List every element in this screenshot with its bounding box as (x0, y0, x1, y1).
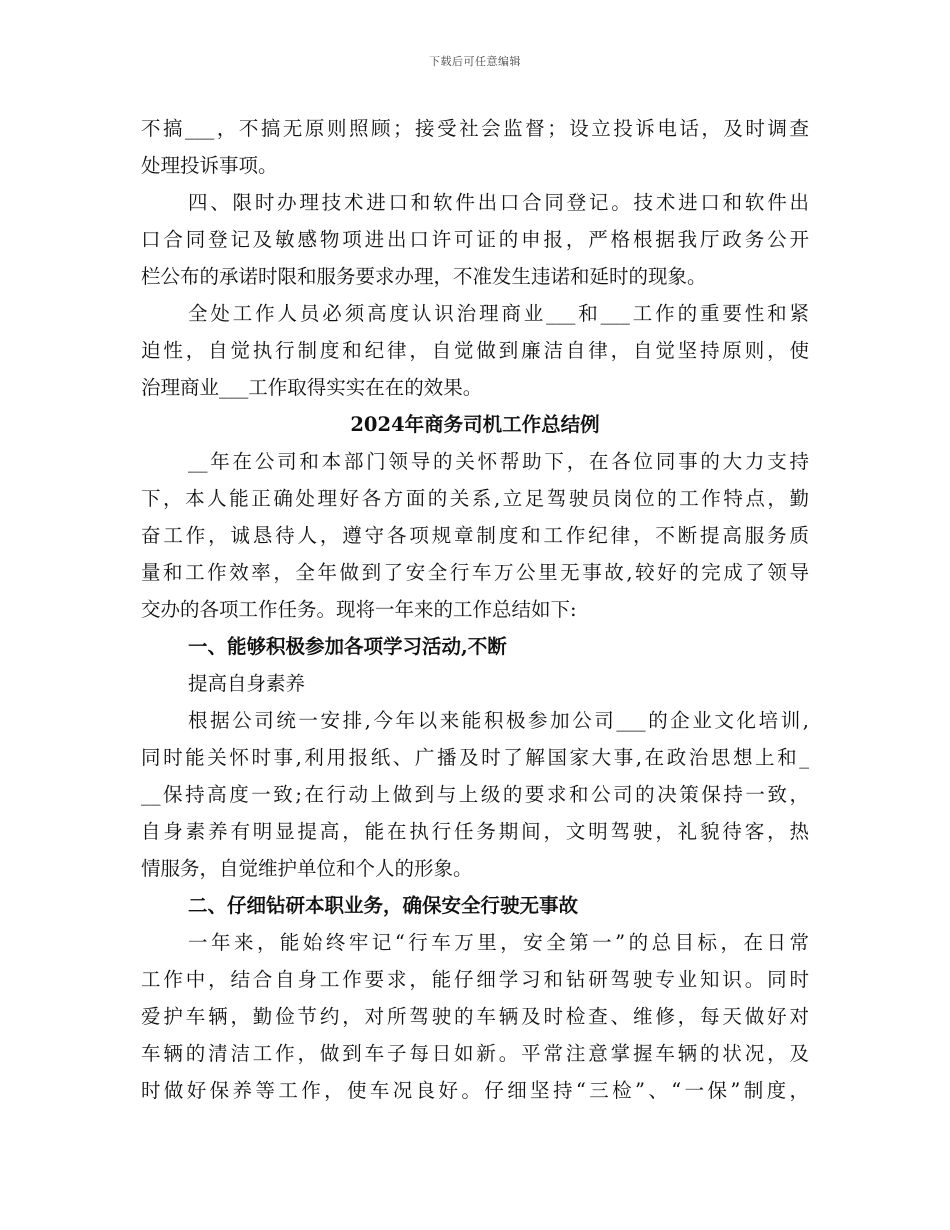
text-line: 根据公司统一安排,今年以来能积极参加公司___的企业文化培训, (188, 709, 809, 732)
text-line: 四、限时办理技术进口和软件出口合同登记。技术进口和软件出 (188, 191, 809, 214)
text-line: 全处工作人员必须高度认识治理商业___和___工作的重要性和紧 (188, 302, 809, 325)
text-line: 情服务，自觉维护单位和个人的形象。 (141, 857, 473, 880)
paragraph (141, 665, 809, 702)
paragraph (141, 702, 809, 887)
text-line: 车辆的清洁工作，做到车子每日如新。平常注意掌握车辆的状况，及 (141, 1042, 809, 1065)
text-line: 量和工作效率，全年做到了安全行车万公里无事故,较好的完成了领导 (141, 561, 809, 584)
paragraph (141, 110, 809, 184)
text-line: 处理投诉事项。 (141, 154, 278, 177)
text-line: 提高自身素养 (188, 672, 306, 695)
section-heading: 一、能够积极参加各项学习活动,不断 (188, 635, 507, 658)
document-body (141, 110, 809, 1109)
paragraph (141, 924, 809, 1109)
text-line: 下，本人能正确处理好各方面的关系,立足驾驶员岗位的工作特点，勤 (141, 487, 809, 510)
text-line: 工作中，结合自身工作要求，能仔细学习和钻研驾驶专业知识。同时 (141, 968, 809, 991)
paragraph (141, 443, 809, 628)
text-line: 口合同登记及敏感物项进出口许可证的申报，严格根据我厅政务公开 (141, 228, 809, 251)
text-line: __年在公司和本部门领导的关怀帮助下，在各位同事的大力支持 (188, 450, 809, 473)
text-line: 奋工作，诚恳待人，遵守各项规章制度和工作纪律，不断提高服务质 (141, 524, 809, 547)
text-line: 自身素养有明显提高，能在执行任务期间，文明驾驶，礼貌待客，热 (141, 820, 809, 843)
text-line: 不搞___，不搞无原则照顾；接受社会监督；设立投诉电话，及时调查 (141, 117, 809, 140)
page-header: 下载后可任意编辑 (429, 55, 521, 68)
paragraph (141, 184, 809, 295)
text-line: 爱护车辆，勤俭节约，对所驾驶的车辆及时检查、维修，每天做好对 (141, 1005, 809, 1028)
text-line: 交办的各项工作任务。现将一年来的工作总结如下: (141, 598, 577, 621)
text-line: 治理商业___工作取得实实在在的效果。 (141, 376, 483, 399)
text-line: 同时能关怀时事,利用报纸、广播及时了解国家大事,在政治思想上和_ (141, 746, 809, 769)
paragraph (141, 295, 809, 406)
text-line: 迫性，自觉执行制度和纪律，自觉做到廉洁自律，自觉坚持原则，使 (141, 339, 809, 362)
text-line: __保持高度一致;在行动上做到与上级的要求和公司的决策保持一致， (141, 783, 809, 806)
text-line: 一年来，能始终牢记“行车万里，安全第一”的总目标，在日常 (188, 931, 809, 954)
section-heading: 二、仔细钻研本职业务，确保安全行驶无事故 (188, 894, 579, 917)
text-line: 栏公布的承诺时限和服务要求办理，不准发生违诺和延时的现象。 (141, 265, 707, 288)
text-line: 时做好保养等工作，使车况良好。仔细坚持“三检”、“一保”制度， (141, 1079, 809, 1102)
section-title: 2024年商务司机工作总结例 (350, 413, 600, 436)
